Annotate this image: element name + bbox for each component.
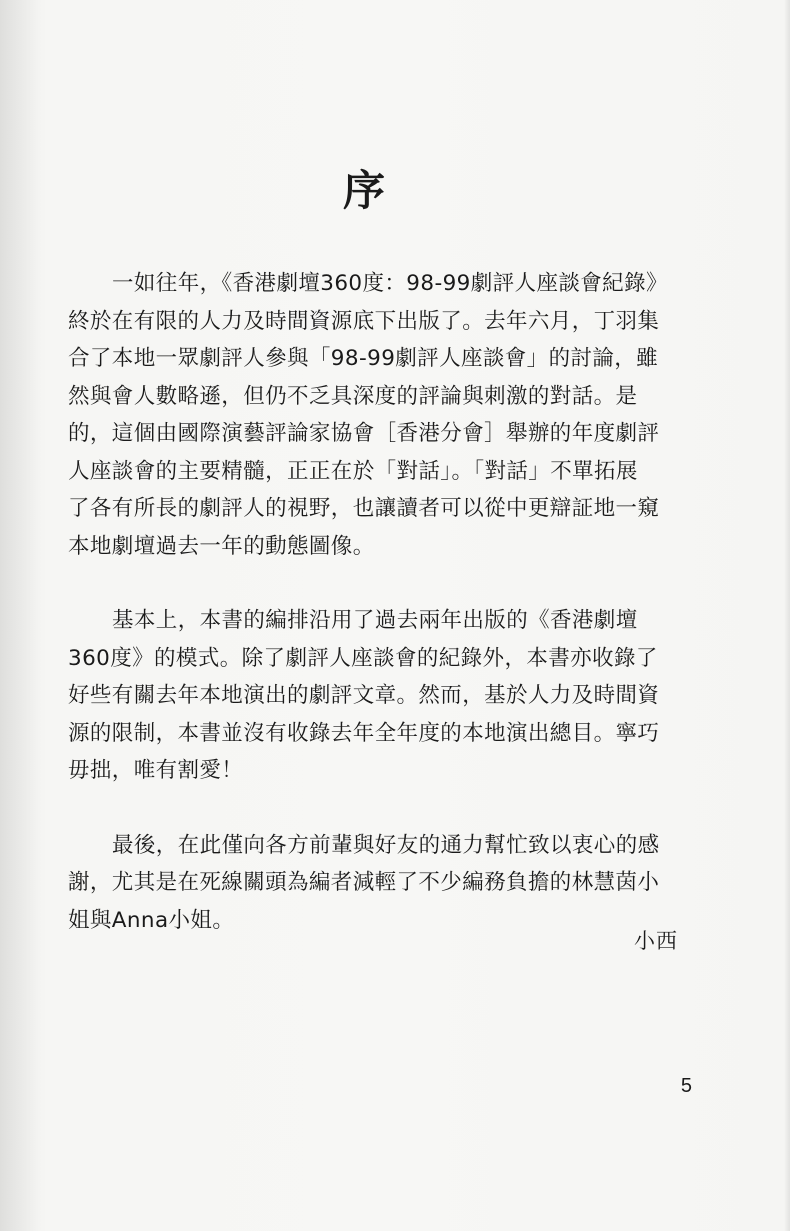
text-line: 了各有所長的劇評人的視野，也讓讀者可以從中更辯証地一窺 xyxy=(68,496,660,521)
text-line: 一如往年，《香港劇壇360度：98-99劇評人座談會紀錄》 xyxy=(112,271,668,296)
text-line: 謝，尤其是在死線關頭為編者減輕了不少編務負擔的林慧茵小 xyxy=(68,870,660,895)
page-edge-shadow xyxy=(784,0,790,1231)
text-line: 姐與Anna小姐。 xyxy=(68,907,235,933)
text-line: 然與會人數略遜，但仍不乏具深度的評論與刺激的對話。是 xyxy=(68,383,638,409)
text-line: 人座談會的主要精髓，正正在於「對話」。「對話」不單拓展 xyxy=(68,458,638,484)
paragraph-1 xyxy=(68,265,680,565)
text-line: 好些有關去年本地演出的劇評文章。然而，基於人力及時間資 xyxy=(68,683,660,708)
text-line: 合了本地一眾劇評人參與「98-99劇評人座談會」的討論，雖 xyxy=(68,346,659,371)
page-title: 序 xyxy=(342,166,387,215)
author-signature: 小西 xyxy=(634,929,678,953)
page-number: 5 xyxy=(680,1075,692,1097)
text-line: 本地劇壇過去一年的動態圖像。 xyxy=(68,533,375,559)
text-line: 源的限制，本書並沒有收錄去年全年度的本地演出總目。寧巧 xyxy=(68,720,660,746)
text-line: 終於在有限的人力及時間資源底下出版了。去年六月，丁羽集 xyxy=(68,308,660,334)
text-line: 基本上，本書的編排沿用了過去兩年出版的《香港劇壇 xyxy=(112,608,638,633)
paragraph-2 xyxy=(68,602,680,790)
preface-body xyxy=(68,265,680,976)
text-line: 毋拙，唯有割愛！ xyxy=(68,758,244,783)
text-line: 最後，在此僅向各方前輩與好友的通力幫忙致以衷心的感 xyxy=(112,832,660,858)
text-line: 360度》的模式。除了劇評人座談會的紀錄外，本書亦收錄了 xyxy=(68,645,658,671)
text-line: 的，這個由國際演藝評論家協會［香港分會］舉辦的年度劇評 xyxy=(68,421,660,446)
paragraph-3 xyxy=(68,827,680,940)
